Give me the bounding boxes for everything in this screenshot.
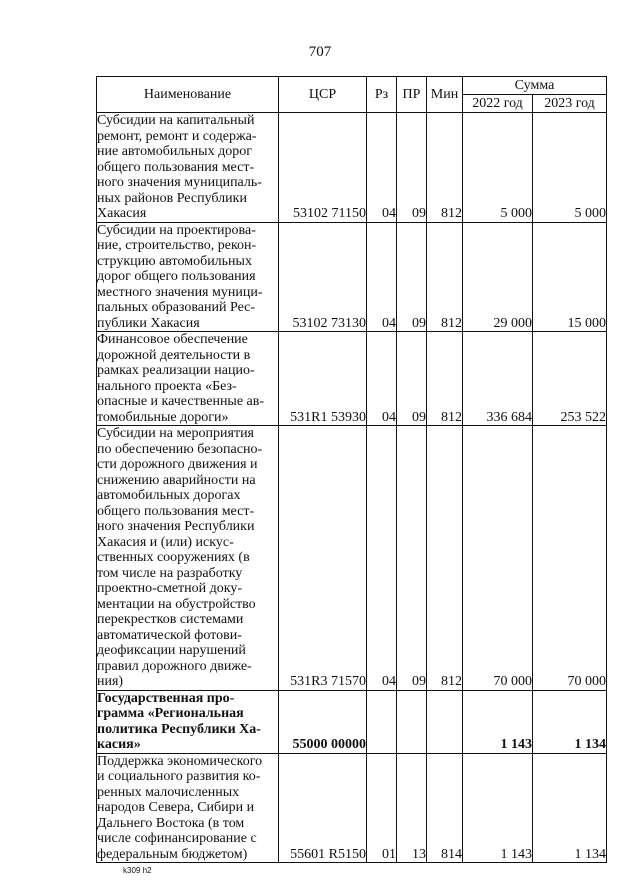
row-csr-cell: 55000 00000 [279, 690, 367, 753]
row-pr-cell: 09 [397, 332, 427, 426]
row-name-cell: Государственная про- грамма «Региональная политика Республики Ха- касия» [97, 690, 279, 753]
row-rz-cell [367, 690, 397, 753]
row-pr-cell: 13 [397, 753, 427, 863]
row-pr-cell: 09 [397, 426, 427, 691]
row-rz-cell: 04 [367, 332, 397, 426]
footer-code: k309 h2 [123, 866, 152, 875]
row-rz-cell: 01 [367, 753, 397, 863]
row-min-cell: 812 [427, 332, 463, 426]
row-min-cell: 814 [427, 753, 463, 863]
row-pr-cell [397, 690, 427, 753]
row-csr-cell: 55601 R5150 [279, 753, 367, 863]
header-pr: ПР [397, 77, 427, 113]
table-row [97, 426, 607, 691]
row-sum-2022-cell: 1 143 [463, 690, 533, 753]
row-name-cell: Поддержка экономического и социального развития ко- ренных малочисленных народов Севера, Сибири и Дальнего Востока (в том числе софинансирование с федеральным бюджетом) [97, 753, 279, 863]
row-rz-cell: 04 [367, 113, 397, 223]
page-number: 707 [308, 44, 332, 60]
table-row [97, 113, 607, 223]
row-pr-cell: 09 [397, 222, 427, 332]
header-min: Мин [427, 77, 463, 113]
table-body [97, 113, 607, 863]
row-csr-cell: 53102 73130 [279, 222, 367, 332]
table-row [97, 690, 607, 753]
row-csr-cell: 531R3 71570 [279, 426, 367, 691]
header-sum: Сумма [463, 77, 607, 95]
table-row [97, 332, 607, 426]
row-csr-cell: 531R1 53930 [279, 332, 367, 426]
row-sum-2023-cell: 253 522 [533, 332, 607, 426]
row-sum-2022-cell: 5 000 [463, 113, 533, 223]
row-pr-cell: 09 [397, 113, 427, 223]
row-sum-2023-cell: 15 000 [533, 222, 607, 332]
row-sum-2023-cell: 70 000 [533, 426, 607, 691]
row-csr-cell: 53102 71150 [279, 113, 367, 223]
header-rz: Рз [367, 77, 397, 113]
row-sum-2022-cell: 70 000 [463, 426, 533, 691]
row-rz-cell: 04 [367, 222, 397, 332]
header-year-2022: 2022 год [463, 95, 533, 113]
table-row [97, 222, 607, 332]
header-name: Наименование [97, 77, 279, 113]
row-sum-2022-cell: 1 143 [463, 753, 533, 863]
row-name-cell: Субсидии на проектирова- ние, строительство, рекон- струкцию автомобильных дорог общего пользования местного значения муници- пальных образований Рес- публики Хакасия [97, 222, 279, 332]
row-name-cell: Субсидии на мероприятия по обеспечению безопасно- сти дорожного движения и снижению аварийности на автомобильных дорогах общего пользования мест- ного значения Республики Хакасия и (или) искус- ственных сооружениях (в том числе на разработку проектно-сметной доку- ментации на обустройство перекрестков системами автоматической фотови- деофиксации нарушений правил дорожного движе- ния) [97, 426, 279, 691]
header-csr: ЦСР [279, 77, 367, 113]
row-sum-2023-cell: 5 000 [533, 113, 607, 223]
row-sum-2022-cell: 336 684 [463, 332, 533, 426]
row-name-cell: Субсидии на капитальный ремонт, ремонт и содержа- ние автомобильных дорог общего пользования мест- ного значения муниципаль- ных районов Республики Хакасия [97, 113, 279, 223]
row-sum-2022-cell: 29 000 [463, 222, 533, 332]
table-row [97, 753, 607, 863]
row-sum-2023-cell: 1 134 [533, 753, 607, 863]
row-min-cell: 812 [427, 113, 463, 223]
row-min-cell: 812 [427, 426, 463, 691]
row-min-cell: 812 [427, 222, 463, 332]
budget-table [96, 76, 607, 863]
row-min-cell [427, 690, 463, 753]
header-year-2023: 2023 год [533, 95, 607, 113]
row-rz-cell: 04 [367, 426, 397, 691]
row-sum-2023-cell: 1 134 [533, 690, 607, 753]
row-name-cell: Финансовое обеспечение дорожной деятельности в рамках реализации нацио- нального проекта «Без- опасные и качественные ав- томобильные дороги» [97, 332, 279, 426]
